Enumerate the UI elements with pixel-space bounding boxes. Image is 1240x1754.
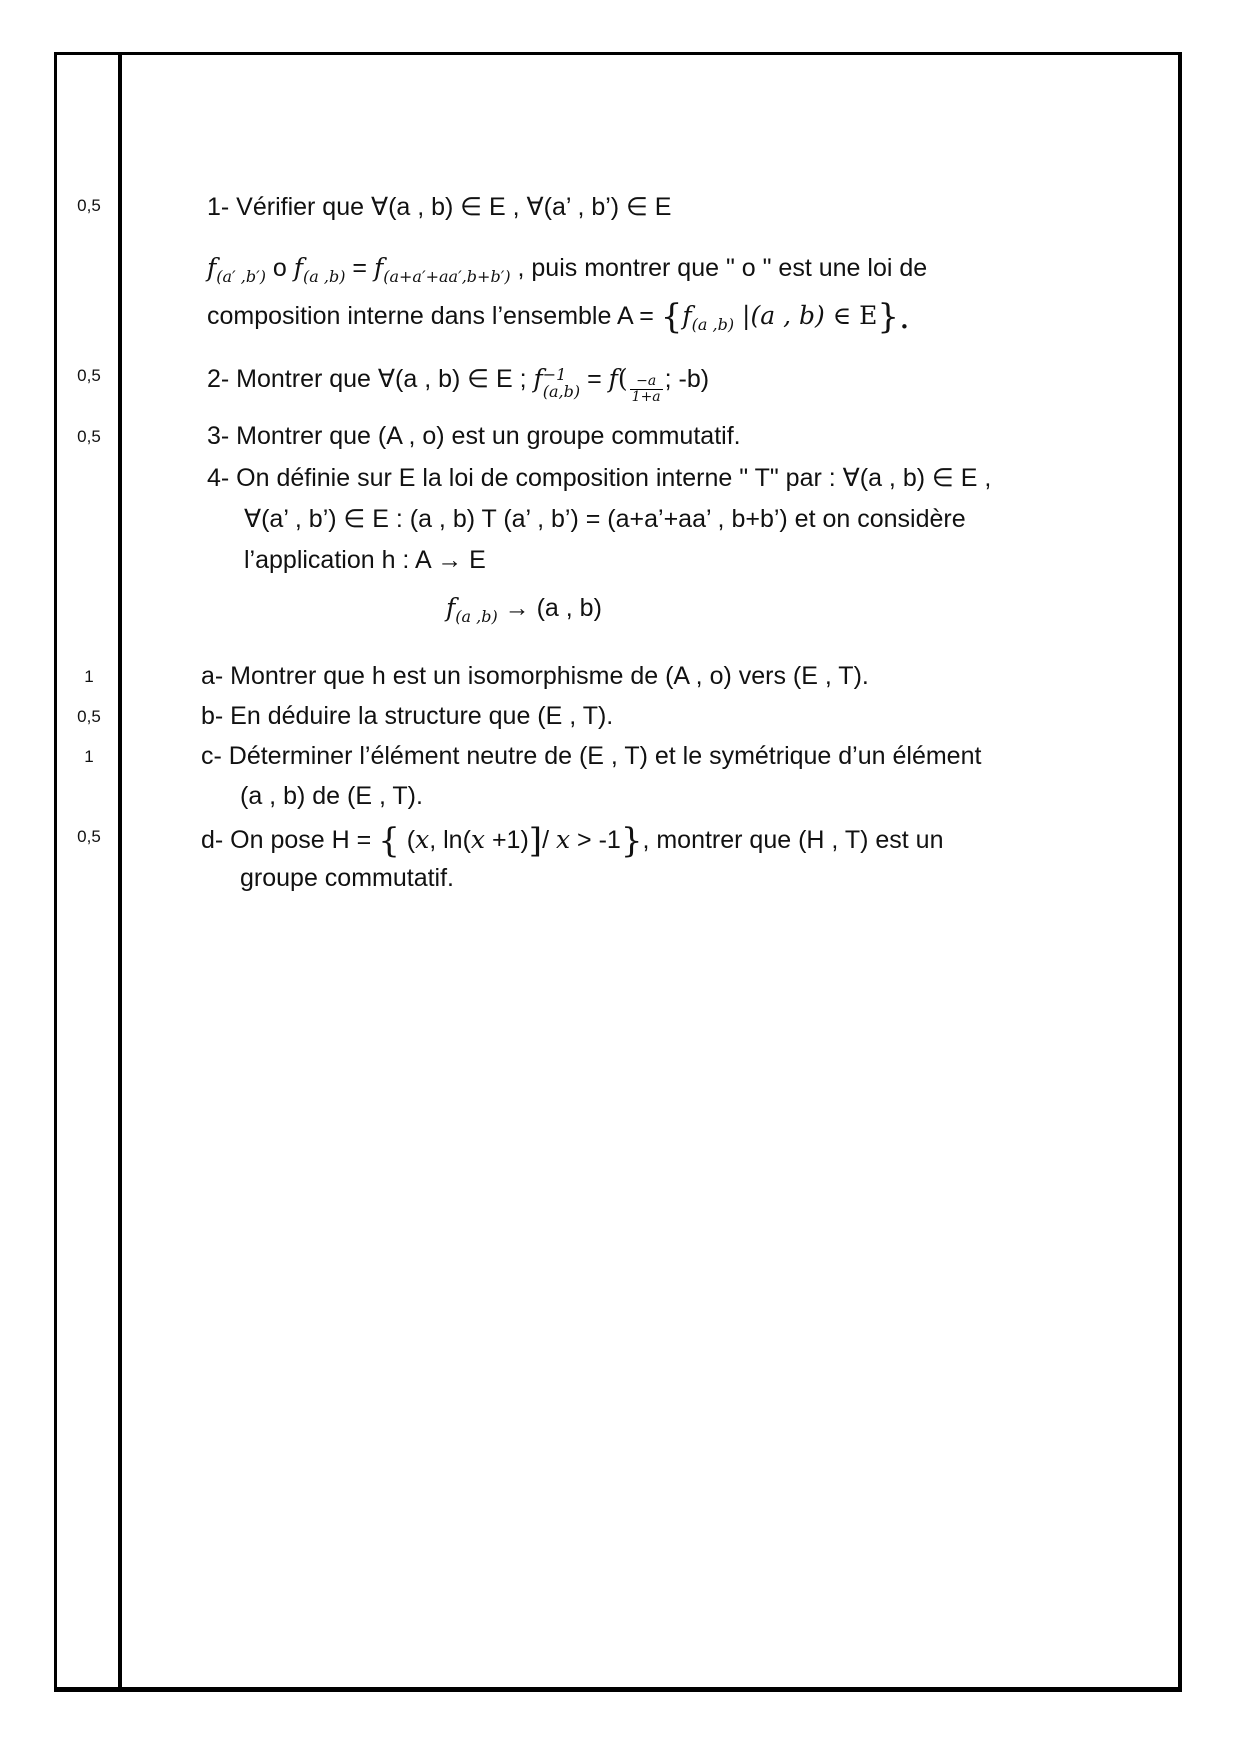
qd-p2: , ln( bbox=[429, 826, 471, 854]
q1-f3: f bbox=[373, 253, 384, 282]
q1-f1: f bbox=[207, 253, 217, 282]
q2-num: −a bbox=[630, 374, 663, 390]
q4-line3: l’application h : A → E bbox=[244, 546, 486, 574]
q2-sub: (a,b) bbox=[542, 382, 581, 401]
q2-fraction bbox=[630, 374, 663, 406]
q1-line3-text: composition interne dans l’ensemble A = bbox=[207, 302, 661, 330]
q2-f: f bbox=[533, 364, 543, 393]
q1-set-pair: (a , b) bbox=[750, 301, 825, 330]
q1-comp: o bbox=[265, 254, 294, 282]
qd-p3: +1) bbox=[485, 826, 529, 854]
qd-suffix: , montrer que (H , T) est un bbox=[642, 826, 944, 854]
qc-line1: c- Déterminer l’élément neutre de (E , T) et le symétrique d’un élément bbox=[201, 742, 982, 770]
q2-supsub bbox=[543, 367, 580, 401]
q4-map-sub: (a ,b) bbox=[455, 607, 498, 626]
qd-p4: / bbox=[542, 826, 556, 854]
score-qd: 0,5 bbox=[77, 827, 101, 846]
page-frame bbox=[54, 52, 1182, 1692]
qd-close: } bbox=[620, 821, 643, 861]
q1-eq: = bbox=[345, 254, 374, 282]
q4-map-tail: → (a , b) bbox=[497, 594, 602, 622]
qd-p5: > -1 bbox=[570, 826, 621, 854]
q1-set-sub: (a ,b) bbox=[691, 315, 735, 334]
q1-sub3: (a+a′+aa′,b+b′) bbox=[383, 267, 511, 286]
q4-map-f: f bbox=[446, 593, 456, 622]
score-qb: 0,5 bbox=[77, 707, 101, 726]
qd-x3: x bbox=[555, 825, 571, 854]
q1-text-after: , puis montrer que " o " est une loi de bbox=[510, 254, 928, 282]
qb-line: b- En déduire la structure que (E , T). bbox=[201, 702, 614, 730]
q2-line bbox=[207, 366, 709, 405]
score-qa: 1 bbox=[84, 667, 94, 686]
q2-text: 2- Montrer que ∀(a , b) ∈ E ; bbox=[207, 365, 534, 393]
q1-set-close: }. bbox=[877, 297, 910, 337]
q1-sub1: (a′ ,b′) bbox=[216, 267, 266, 286]
q2-eq: = bbox=[580, 365, 609, 393]
q2-den: 1+a bbox=[631, 389, 661, 405]
score-q3: 0,5 bbox=[77, 427, 101, 446]
qd-line2: groupe commutatif. bbox=[240, 864, 454, 892]
q4-mapping bbox=[446, 595, 602, 625]
qc-line2: (a , b) de (E , T). bbox=[240, 782, 423, 810]
q1-set-f: f bbox=[682, 301, 692, 330]
score-qc: 1 bbox=[84, 747, 94, 766]
margin-divider bbox=[118, 52, 122, 1692]
qd-x2: x bbox=[470, 825, 486, 854]
q1-line3 bbox=[207, 297, 910, 337]
q1-set-in: ∈ E bbox=[824, 301, 878, 330]
qd-p1: ( bbox=[399, 826, 416, 854]
q2-tail: ; -b) bbox=[664, 365, 710, 393]
q2-f2: f bbox=[608, 364, 618, 393]
score-q2: 0,5 bbox=[77, 366, 101, 385]
qd-bracket: ] bbox=[528, 821, 543, 861]
q1-set-open: { bbox=[660, 297, 683, 337]
q1-formula-line bbox=[207, 255, 927, 285]
q3-line: 3- Montrer que (A , o) est un groupe commutatif. bbox=[207, 422, 741, 450]
q2-paren: ( bbox=[617, 364, 628, 393]
q1-set-bar: | bbox=[734, 301, 751, 330]
qd-x1: x bbox=[415, 825, 430, 854]
q1-line1: 1- Vérifier que ∀(a , b) ∈ E , ∀(a’ , b’) ∈ E bbox=[207, 193, 672, 221]
qd-line1 bbox=[201, 821, 944, 861]
q4-line1: 4- On définie sur E la loi de composition interne " T" par : ∀(a , b) ∈ E , bbox=[207, 464, 992, 492]
qd-prefix: d- On pose H = bbox=[201, 826, 379, 854]
q1-f2: f bbox=[293, 253, 304, 282]
q1-sub2: (a ,b) bbox=[303, 267, 346, 286]
q2-sup: −1 bbox=[542, 365, 567, 385]
qa-line: a- Montrer que h est un isomorphisme de (A , o) vers (E , T). bbox=[201, 662, 869, 690]
score-q1: 0,5 bbox=[77, 196, 101, 215]
qd-open: { bbox=[378, 821, 400, 861]
q4-line2: ∀(a’ , b’) ∈ E : (a , b) T (a’ , b’) = (a+a’+aa’ , b+b’) et on considère bbox=[244, 505, 966, 533]
